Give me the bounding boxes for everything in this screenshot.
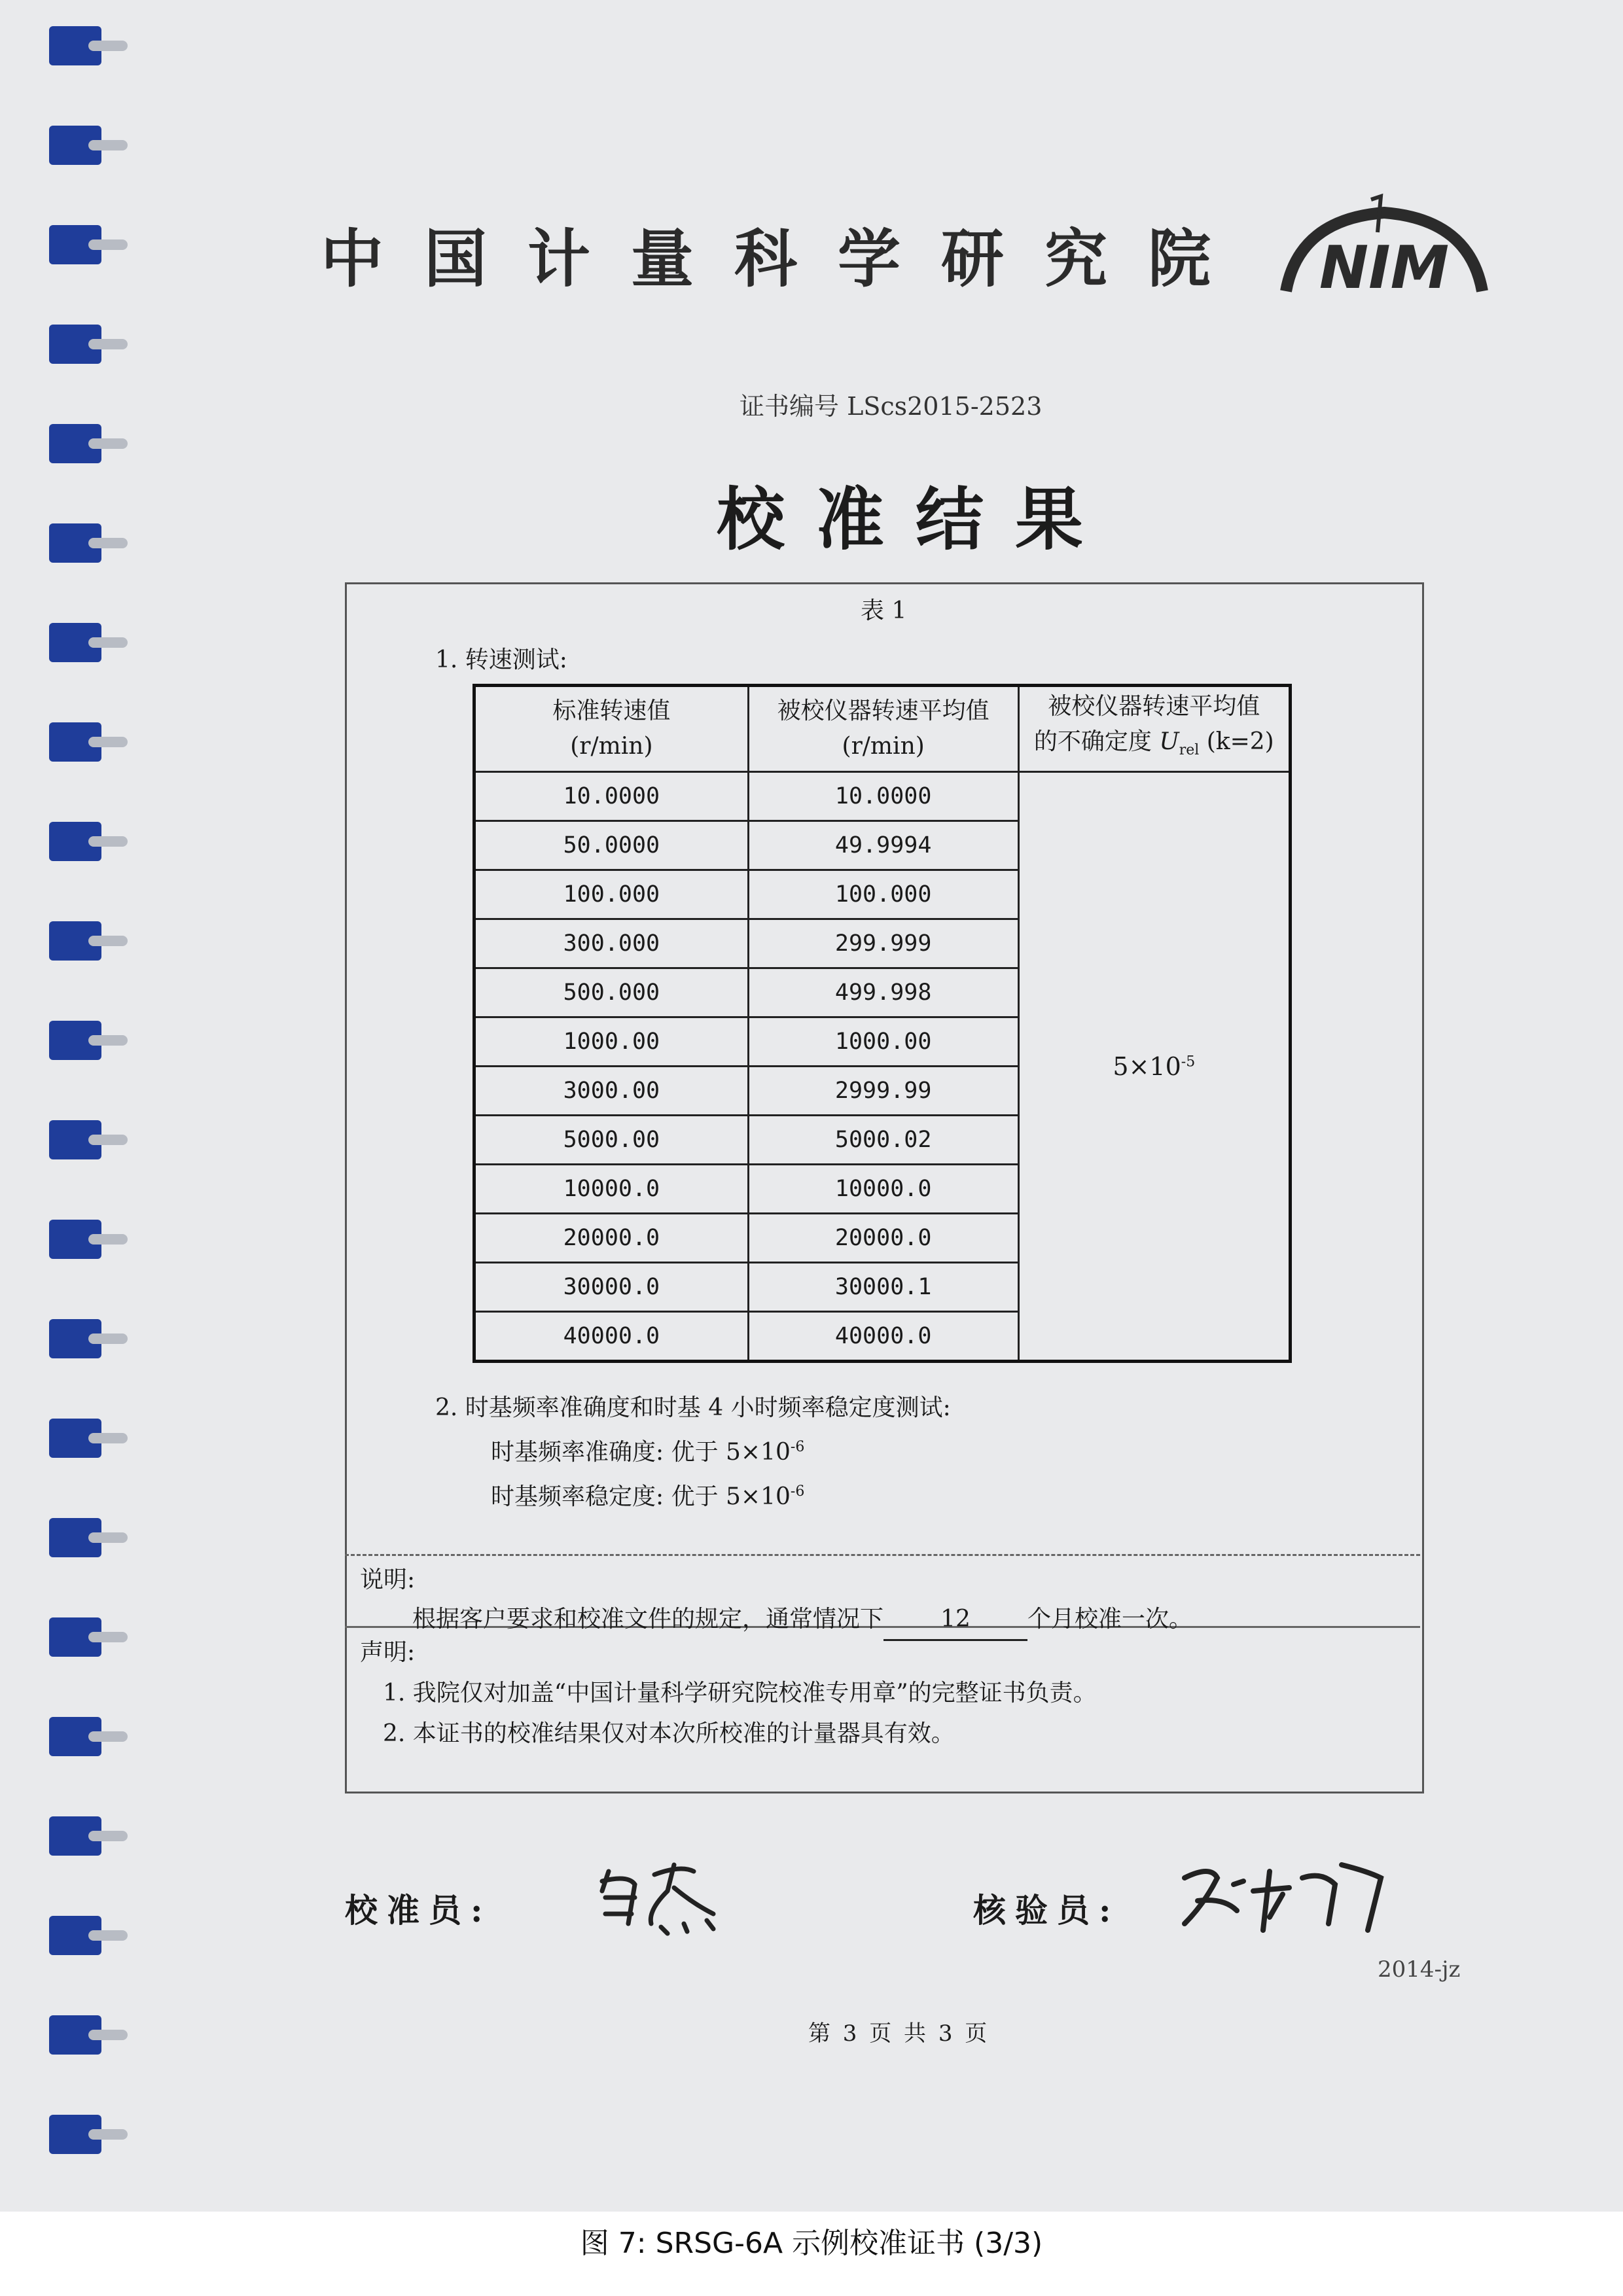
speed-test-table — [473, 684, 1292, 1363]
dut-speed-cell: 5000.02 — [748, 1116, 1018, 1165]
dut-speed-cell: 2999.99 — [748, 1067, 1018, 1116]
figure-caption: 图 7: SRSG-6A 示例校准证书 (3/3) — [580, 2227, 1043, 2260]
section2 — [435, 1388, 951, 1517]
calibrator-label: 校准员: — [345, 1891, 492, 1930]
binding-wire — [88, 1930, 128, 1941]
binding-wire — [88, 637, 128, 648]
calibration-interval: 12 — [883, 1600, 1027, 1641]
note-text: 根据客户要求和校准文件的规定，通常情况下 12 个月校准一次。 — [360, 1600, 1192, 1641]
section2-title: 2. 时基频率准确度和时基 4 小时频率稳定度测试: — [435, 1394, 951, 1421]
header-dut-speed: 被校仪器转速平均值 (r/min) — [748, 686, 1018, 772]
standard-speed-cell: 3000.00 — [474, 1067, 749, 1116]
standard-speed-cell: 40000.0 — [474, 1312, 749, 1362]
verifier-signature — [1171, 1852, 1387, 1943]
dut-speed-cell: 299.999 — [748, 919, 1018, 968]
declaration-block — [360, 1633, 1097, 1754]
binding-wire — [88, 339, 128, 349]
binding-wire — [88, 1035, 128, 1046]
table-row — [474, 772, 1291, 821]
form-code: 2014-jz — [1378, 1956, 1461, 1983]
logo-text: NIM — [1319, 234, 1450, 298]
dut-speed-cell: 40000.0 — [748, 1312, 1018, 1362]
standard-speed-cell: 20000.0 — [474, 1214, 749, 1263]
header-standard-speed: 标准转速值 (r/min) — [474, 686, 749, 772]
declaration-item-2: 2. 本证书的校准结果仅对本次所校准的计量器具有效。 — [383, 1720, 955, 1747]
table-caption: 表 1 — [861, 597, 907, 624]
binding-wire — [88, 1731, 128, 1742]
binding-wire — [88, 1831, 128, 1841]
binding-wire — [88, 1333, 128, 1344]
standard-speed-cell: 300.000 — [474, 919, 749, 968]
institute-name: 中国计量科学研究院 — [321, 222, 1251, 296]
binding-wire — [88, 2129, 128, 2140]
spiral-binding — [49, 0, 108, 2212]
binding-wire — [88, 438, 128, 449]
nim-logo — [1273, 193, 1495, 298]
dut-speed-cell: 10000.0 — [748, 1165, 1018, 1214]
binding-wire — [88, 1135, 128, 1145]
dut-speed-cell: 10.0000 — [748, 772, 1018, 821]
calibrator-signature — [589, 1852, 740, 1943]
standard-speed-cell: 5000.00 — [474, 1116, 749, 1165]
uncertainty-cell: $5\times 10^{-5}$ — [1018, 772, 1290, 1362]
dut-speed-cell: 49.9994 — [748, 821, 1018, 870]
standard-speed-cell: 500.000 — [474, 968, 749, 1017]
standard-speed-cell: 10000.0 — [474, 1165, 749, 1214]
section1-title: 1. 转速测试: — [435, 646, 567, 673]
standard-speed-cell: 30000.0 — [474, 1263, 749, 1312]
binding-wire — [88, 737, 128, 747]
binding-wire — [88, 140, 128, 150]
binding-wire — [88, 1632, 128, 1642]
page-title: 校准结果 — [717, 479, 1115, 559]
declaration-item-1: 1. 我院仅对加盖“中国计量科学研究院校准专用章”的完整证书负责。 — [383, 1680, 1097, 1706]
binding-wire — [88, 239, 128, 250]
timebase-accuracy: 时基频率准确度: 优于 $5\times 10^{-6}$ — [491, 1439, 805, 1466]
binding-wire — [88, 2030, 128, 2040]
binding-wire — [88, 936, 128, 946]
standard-speed-cell: 100.000 — [474, 870, 749, 919]
verifier-label: 核验员: — [973, 1891, 1120, 1930]
dut-speed-cell: 30000.1 — [748, 1263, 1018, 1312]
note-label: 说明: — [360, 1566, 416, 1593]
page-number: 第 3 页 共 3 页 — [808, 2021, 988, 2047]
declaration-label: 声明: — [360, 1639, 416, 1666]
binding-wire — [88, 836, 128, 847]
dut-speed-cell: 499.998 — [748, 968, 1018, 1017]
standard-speed-cell: 50.0000 — [474, 821, 749, 870]
dut-speed-cell: 1000.00 — [748, 1017, 1018, 1067]
dut-speed-cell: 100.000 — [748, 870, 1018, 919]
note-block — [360, 1561, 1192, 1641]
standard-speed-cell: 10.0000 — [474, 772, 749, 821]
header-uncertainty: 被校仪器转速平均值 的不确定度 $U_{rel}$ (k=2) — [1018, 686, 1290, 772]
binding-wire — [88, 1532, 128, 1543]
binding-wire — [88, 1234, 128, 1245]
dut-speed-cell: 20000.0 — [748, 1214, 1018, 1263]
timebase-stability: 时基频率稳定度: 优于 $5\times 10^{-6}$ — [491, 1483, 805, 1510]
table-header-row — [474, 686, 1291, 772]
binding-wire — [88, 41, 128, 51]
binding-wire — [88, 1433, 128, 1443]
certificate-number: 证书编号 LScs2015-2523 — [740, 392, 1043, 421]
standard-speed-cell: 1000.00 — [474, 1017, 749, 1067]
binding-wire — [88, 538, 128, 548]
